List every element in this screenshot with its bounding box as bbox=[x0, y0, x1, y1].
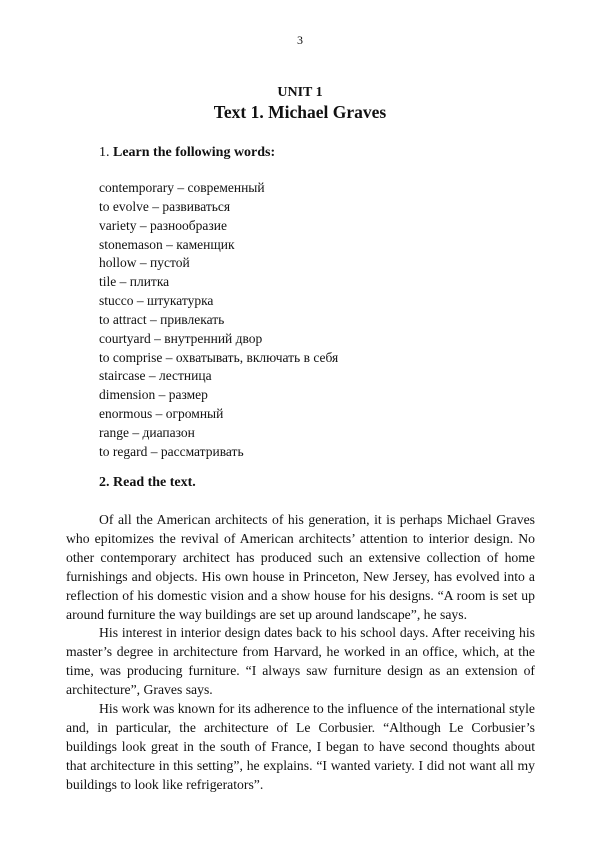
text-title: Text 1. Michael Graves bbox=[213, 102, 387, 122]
vocabulary-item: to evolve – развиваться bbox=[99, 198, 231, 214]
paragraph: His interest in interior design dates back to his school days. After receiving his master’s degree in architecture from Harvard, he worked in an office, which, at the time, was producing furniture. “I always saw furniture design as an extension of architecture”, Graves says. bbox=[66, 625, 535, 698]
paragraph: Of all the American architects of his generation, it is perhaps Michael Graves who epitomizes the revival of American architects’ attention to interior design. No other contemporary architect has produced such an extensive collection of home furnishings and objects. His own house in Princeton, New Jersey, has evolved into a reflection of his domestic vision and a show house for his designs. “A room is set up around furniture the way buildings are set up around landscape”, he says. bbox=[66, 512, 535, 622]
vocabulary-item: tile – плитка bbox=[99, 274, 170, 290]
task-1-label: Learn the following words: bbox=[113, 145, 276, 160]
paragraph: His work was known for its adherence to the influence of the international style and, in particular, the architecture of Le Corbusier. “Although Le Corbusier’s buildings look great in the south of France, I began to have second thoughts about that architecture in this setting”, he explains. “I wanted variety. I did not want all my buildings to look like refrigerators”. bbox=[66, 701, 535, 792]
vocabulary-item: range – диапазон bbox=[99, 424, 195, 440]
vocabulary-item: stonemason – каменщик bbox=[99, 236, 235, 252]
vocabulary-item: variety – разнообразие bbox=[99, 217, 227, 233]
task-1-number: 1. bbox=[99, 145, 110, 160]
reading-text bbox=[66, 511, 535, 795]
vocabulary-item: to attract – привлекать bbox=[99, 311, 225, 327]
vocabulary-item: stucco – штукатурка bbox=[99, 293, 214, 309]
vocabulary-item: enormous – огромный bbox=[99, 406, 224, 422]
vocabulary-item: contemporary – современный bbox=[99, 180, 265, 195]
vocabulary-item: to regard – рассматривать bbox=[99, 443, 244, 459]
task-1-heading bbox=[99, 145, 275, 161]
unit-heading: UNIT 1 bbox=[277, 85, 323, 100]
vocabulary-item: dimension – размер bbox=[99, 387, 208, 403]
vocabulary-item: to comprise – охватывать, включать в себя bbox=[99, 349, 339, 365]
vocabulary-item: courtyard – внутренний двор bbox=[99, 330, 263, 346]
page-number: 3 bbox=[297, 33, 303, 47]
vocabulary-item: hollow – пустой bbox=[99, 255, 190, 271]
vocabulary-list bbox=[99, 179, 338, 462]
vocabulary-item: staircase – лестница bbox=[99, 368, 212, 384]
task-2-heading: 2. Read the text. bbox=[99, 475, 196, 490]
